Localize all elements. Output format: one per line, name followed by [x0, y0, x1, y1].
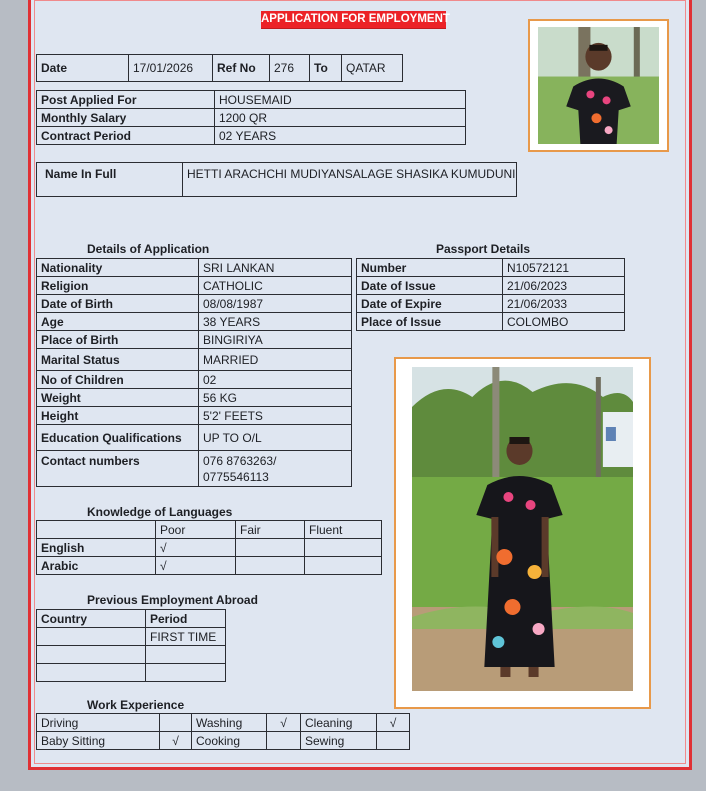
post-value: HOUSEMAID [215, 91, 466, 109]
passport-value: 21/06/2033 [503, 295, 625, 313]
language-fluent-check [305, 539, 382, 557]
table-row [37, 371, 352, 389]
contract-value: 02 YEARS [215, 127, 466, 145]
details-label: No of Children [37, 371, 199, 389]
post-table [36, 90, 466, 145]
post-label: Post Applied For [37, 91, 215, 109]
details-value: 02 [199, 371, 352, 389]
language-label: English [37, 539, 156, 557]
ref-label: Ref No [213, 55, 270, 82]
country-label: Country [37, 610, 146, 628]
full-length-photo [412, 367, 633, 691]
details-value: 56 KG [199, 389, 352, 407]
details-value: 08/08/1987 [199, 295, 352, 313]
salary-value: 1200 QR [215, 109, 466, 127]
name-table [36, 162, 517, 197]
contact-number-2: 0775546113 [203, 470, 269, 484]
table-row [357, 259, 625, 277]
table-row [37, 628, 226, 646]
skill-check: √ [160, 732, 192, 750]
details-value: MARRIED [199, 349, 352, 371]
language-label: Arabic [37, 557, 156, 575]
passport-label: Place of Issue [357, 313, 503, 331]
table-row [37, 521, 382, 539]
details-label: Age [37, 313, 199, 331]
passport-label: Date of Expire [357, 295, 503, 313]
contact-number-1: 076 8763263/ [203, 454, 277, 468]
details-label: Education Qualifications [37, 425, 199, 451]
name-label: Name In Full [37, 163, 183, 197]
details-label: Place of Birth [37, 331, 199, 349]
passport-value: N10572121 [503, 259, 625, 277]
table-row [357, 277, 625, 295]
details-value: 38 YEARS [199, 313, 352, 331]
applicant-photo-large [394, 357, 651, 709]
previous-table [36, 609, 226, 682]
table-row [37, 451, 352, 487]
language-poor-check: √ [156, 557, 236, 575]
details-value: 5'2' FEETS [199, 407, 352, 425]
table-row [37, 259, 352, 277]
languages-table [36, 520, 382, 575]
details-value: SRI LANKAN [199, 259, 352, 277]
details-value: BINGIRIYA [199, 331, 352, 349]
skill-label: Washing [192, 714, 267, 732]
table-row [37, 407, 352, 425]
table-row [37, 732, 410, 750]
skill-label: Baby Sitting [37, 732, 160, 750]
column-header-poor: Poor [156, 521, 236, 539]
details-value: CATHOLIC [199, 277, 352, 295]
portrait-photo [538, 27, 659, 144]
table-row [37, 331, 352, 349]
salary-label: Monthly Salary [37, 109, 215, 127]
passport-table [356, 258, 625, 331]
ref-value: 276 [270, 55, 310, 82]
passport-label: Number [357, 259, 503, 277]
skill-label: Cooking [192, 732, 267, 750]
skill-check [377, 732, 410, 750]
name-value: HETTI ARACHCHI MUDIYANSALAGE SHASIKA KUMUDUNI [183, 163, 517, 197]
contact-label: Contact numbers [37, 451, 199, 487]
skill-check: √ [377, 714, 410, 732]
experience-heading: Work Experience [87, 698, 185, 712]
to-value: QATAR [342, 55, 403, 82]
skill-label: Cleaning [301, 714, 377, 732]
details-label: Marital Status [37, 349, 199, 371]
table-row [357, 313, 625, 331]
skill-label: Sewing [301, 732, 377, 750]
date-value: 17/01/2026 [129, 55, 213, 82]
experience-table [36, 713, 410, 750]
form-title: APPLICATION FOR EMPLOYMENT [261, 11, 446, 28]
applicant-photo-small [528, 19, 669, 152]
to-label: To [310, 55, 342, 82]
passport-heading: Passport Details [436, 242, 531, 256]
table-row [37, 349, 352, 371]
table-row [37, 389, 352, 407]
details-label: Height [37, 407, 199, 425]
contract-label: Contract Period [37, 127, 215, 145]
column-header-fluent: Fluent [305, 521, 382, 539]
skill-check [267, 732, 301, 750]
language-fair-check [236, 539, 305, 557]
period-value: FIRST TIME [146, 628, 226, 646]
details-label: Date of Birth [37, 295, 199, 313]
table-row [37, 295, 352, 313]
date-label: Date [37, 55, 129, 82]
details-label: Weight [37, 389, 199, 407]
table-row [37, 664, 226, 682]
skill-check [160, 714, 192, 732]
language-poor-check: √ [156, 539, 236, 557]
passport-value: 21/06/2023 [503, 277, 625, 295]
details-value: UP TO O/L [199, 425, 352, 451]
language-fluent-check [305, 557, 382, 575]
skill-check: √ [267, 714, 301, 732]
column-header-fair: Fair [236, 521, 305, 539]
table-row [357, 295, 625, 313]
details-table [36, 258, 352, 487]
table-row [37, 610, 226, 628]
previous-heading: Previous Employment Abroad [87, 593, 258, 607]
language-fair-check [236, 557, 305, 575]
header-table [36, 54, 403, 82]
details-heading: Details of Application [87, 242, 210, 256]
table-row [37, 646, 226, 664]
skill-label: Driving [37, 714, 160, 732]
table-row [37, 714, 410, 732]
passport-value: COLOMBO [503, 313, 625, 331]
details-label: Religion [37, 277, 199, 295]
table-row [37, 557, 382, 575]
period-label: Period [146, 610, 226, 628]
details-label: Nationality [37, 259, 199, 277]
passport-label: Date of Issue [357, 277, 503, 295]
table-row [37, 539, 382, 557]
languages-heading: Knowledge of Languages [87, 505, 233, 519]
table-row [37, 277, 352, 295]
table-row [37, 425, 352, 451]
table-row [37, 313, 352, 331]
